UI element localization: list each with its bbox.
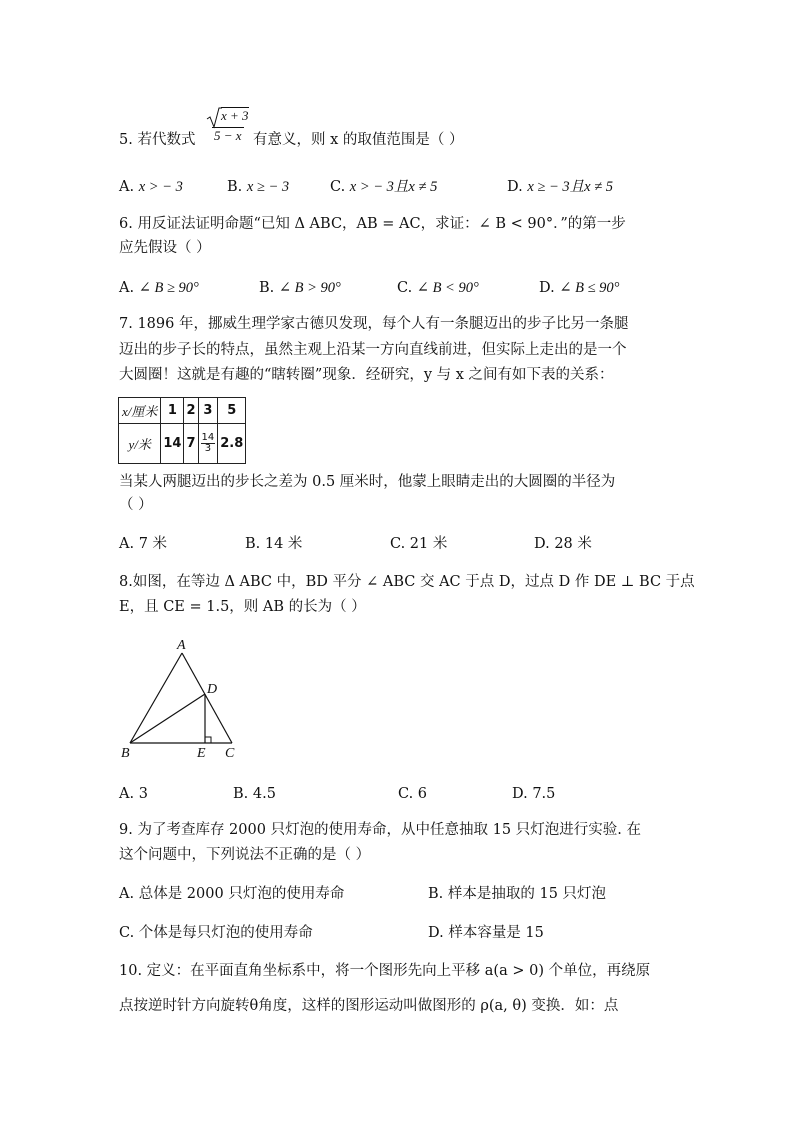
q6-option-d[interactable] xyxy=(539,278,619,298)
table-cell-fraction xyxy=(198,424,218,464)
table-row-y xyxy=(119,424,246,464)
xy-table xyxy=(118,397,246,464)
q6-line-2: 应先假设（ ） xyxy=(119,240,211,256)
option-label: C. xyxy=(397,280,413,296)
label-a: A xyxy=(177,638,186,653)
option-text: ∠ B ≤ 90° xyxy=(559,280,620,296)
q8-line-2: E，且 CE = 1.5，则 AB 的长为（ ） xyxy=(119,599,366,615)
option-label: C. xyxy=(119,925,135,941)
option-text: 7 米 xyxy=(138,536,168,552)
option-text: 14 米 xyxy=(264,536,303,552)
q9-option-b[interactable] xyxy=(428,884,606,904)
table-cell: 3 xyxy=(198,398,218,424)
option-label: A. xyxy=(119,536,135,552)
option-label: C. xyxy=(390,536,406,552)
option-label: D. xyxy=(512,786,528,802)
q8-option-c[interactable] xyxy=(398,784,427,804)
option-text: x > − 3且x ≠ 5 xyxy=(349,179,438,195)
q10-line-1: 10. 定义：在平面直角坐标系中，将一个图形先向上平移 a(a > 0) 个单位，再绕原 xyxy=(119,963,651,979)
option-label: D. xyxy=(507,179,523,195)
option-text: x ≥ − 3且x ≠ 5 xyxy=(527,179,614,195)
option-text: x > − 3 xyxy=(138,179,183,195)
option-text: 总体是 2000 只灯泡的使用寿命 xyxy=(138,886,345,902)
q10-line-2: 点按逆时针方向旋转θ角度，这样的图形运动叫做图形的 ρ(a, θ) 变换．如：点 xyxy=(119,998,619,1014)
q7-line-4: 当某人两腿迈出的步长之差为 0.5 厘米时，他蒙上眼睛走出的大圆圈的半径为 xyxy=(119,474,616,490)
q5-option-c[interactable] xyxy=(330,177,437,197)
option-text: ∠ B > 90° xyxy=(278,280,341,296)
option-label: C. xyxy=(398,786,414,802)
option-label: A. xyxy=(119,886,135,902)
q7-option-a[interactable] xyxy=(119,534,167,554)
q7-line-2: 迈出的步子长的特点，虽然主观上沿某一方向直线前进，但实际上走出的是一个 xyxy=(119,342,627,358)
q5-option-d[interactable] xyxy=(507,177,613,197)
option-label: A. xyxy=(119,179,135,195)
q9-option-c[interactable] xyxy=(119,923,313,943)
option-label: B. xyxy=(227,179,243,195)
q5-suffix: 有意义，则 x 的取值范围是（ ） xyxy=(253,132,464,148)
q5-denominator: 5 − x xyxy=(214,128,242,143)
table-cell: 2.8 xyxy=(218,424,246,464)
q7-option-d[interactable] xyxy=(534,534,592,554)
right-angle-mark xyxy=(205,737,211,743)
option-text: ∠ B ≥ 90° xyxy=(138,280,199,296)
option-label: D. xyxy=(539,280,555,296)
option-label: B. xyxy=(233,786,249,802)
table-head-x: x/厘米 xyxy=(119,398,161,424)
q6-option-a[interactable] xyxy=(119,278,199,298)
fraction-numerator: 14 xyxy=(201,432,215,443)
q9-line-1: 9. 为了考查库存 2000 只灯泡的使用寿命，从中任意抽取 15 只灯泡进行实验. 在 xyxy=(119,822,641,838)
q5-prefix: 5. 若代数式 xyxy=(119,132,196,148)
q6-option-c[interactable] xyxy=(397,278,479,298)
option-text: 6 xyxy=(417,786,428,802)
q7-line-5: （ ） xyxy=(119,497,153,513)
table-cell: 1 xyxy=(161,398,184,424)
q9-line-2: 这个问题中，下列说法不正确的是（ ） xyxy=(119,847,371,863)
q5-radicand: x + 3 xyxy=(221,108,249,123)
option-text: 样本是抽取的 15 只灯泡 xyxy=(447,886,607,902)
q7-option-b[interactable] xyxy=(245,534,302,554)
fraction-denominator: 3 xyxy=(204,443,212,454)
table-cell: 5 xyxy=(218,398,246,424)
table-cell: 2 xyxy=(184,398,198,424)
option-label: C. xyxy=(330,179,346,195)
side-ab xyxy=(130,653,182,743)
triangle-figure xyxy=(115,633,245,761)
option-text: 3 xyxy=(138,786,148,802)
option-text: 21 米 xyxy=(409,536,448,552)
q5-option-a[interactable] xyxy=(119,177,183,197)
table-head-y: y/米 xyxy=(119,424,161,464)
option-text: x ≥ − 3 xyxy=(246,179,290,195)
option-text: 7.5 xyxy=(532,786,556,802)
q8-option-d[interactable] xyxy=(512,784,555,804)
option-label: D. xyxy=(534,536,550,552)
q7-line-3: 大圆圈！这就是有趣的“瞎转圈”现象．经研究，y 与 x 之间有如下表的关系： xyxy=(119,367,614,383)
option-text: 28 米 xyxy=(554,536,592,552)
option-label: B. xyxy=(428,886,444,902)
side-ac xyxy=(182,653,232,743)
option-text: 4.5 xyxy=(252,786,276,802)
label-d: D xyxy=(207,682,218,697)
q8-line-1: 8.如图，在等边 Δ ABC 中，BD 平分 ∠ ABC 交 AC 于点 D，过点 D 作 DE ⊥ BC 于点 xyxy=(119,574,695,590)
label-b: B xyxy=(121,746,130,761)
option-text: ∠ B < 90° xyxy=(416,280,479,296)
q5-option-b[interactable] xyxy=(227,177,289,197)
option-text: 个体是每只灯泡的使用寿命 xyxy=(138,925,313,941)
q7-option-c[interactable] xyxy=(390,534,447,554)
option-label: A. xyxy=(119,280,135,296)
q6-line-1: 6. 用反证法证明命题“已知 Δ ABC，AB = AC，求证：∠ B < 90°．”的第一步 xyxy=(119,216,626,232)
option-label: A. xyxy=(119,786,135,802)
option-label: D. xyxy=(428,925,444,941)
option-label: B. xyxy=(259,280,275,296)
q8-option-b[interactable] xyxy=(233,784,276,804)
label-e: E xyxy=(197,746,206,761)
q8-option-a[interactable] xyxy=(119,784,148,804)
q9-option-a[interactable] xyxy=(119,884,344,904)
q7-line-1: 7. 1896 年，挪威生理学家古德贝发现，每个人有一条腿迈出的步子比另一条腿 xyxy=(119,316,629,332)
table-row-x xyxy=(119,398,246,424)
fraction xyxy=(201,433,216,454)
segment-bd xyxy=(130,694,205,743)
label-c: C xyxy=(225,746,235,761)
radical-sign xyxy=(206,107,222,129)
table-cell: 14 xyxy=(161,424,184,464)
q6-option-b[interactable] xyxy=(259,278,341,298)
option-label: B. xyxy=(245,536,261,552)
q9-option-d[interactable] xyxy=(428,923,544,943)
table-cell: 7 xyxy=(184,424,198,464)
option-text: 样本容量是 15 xyxy=(448,925,544,941)
